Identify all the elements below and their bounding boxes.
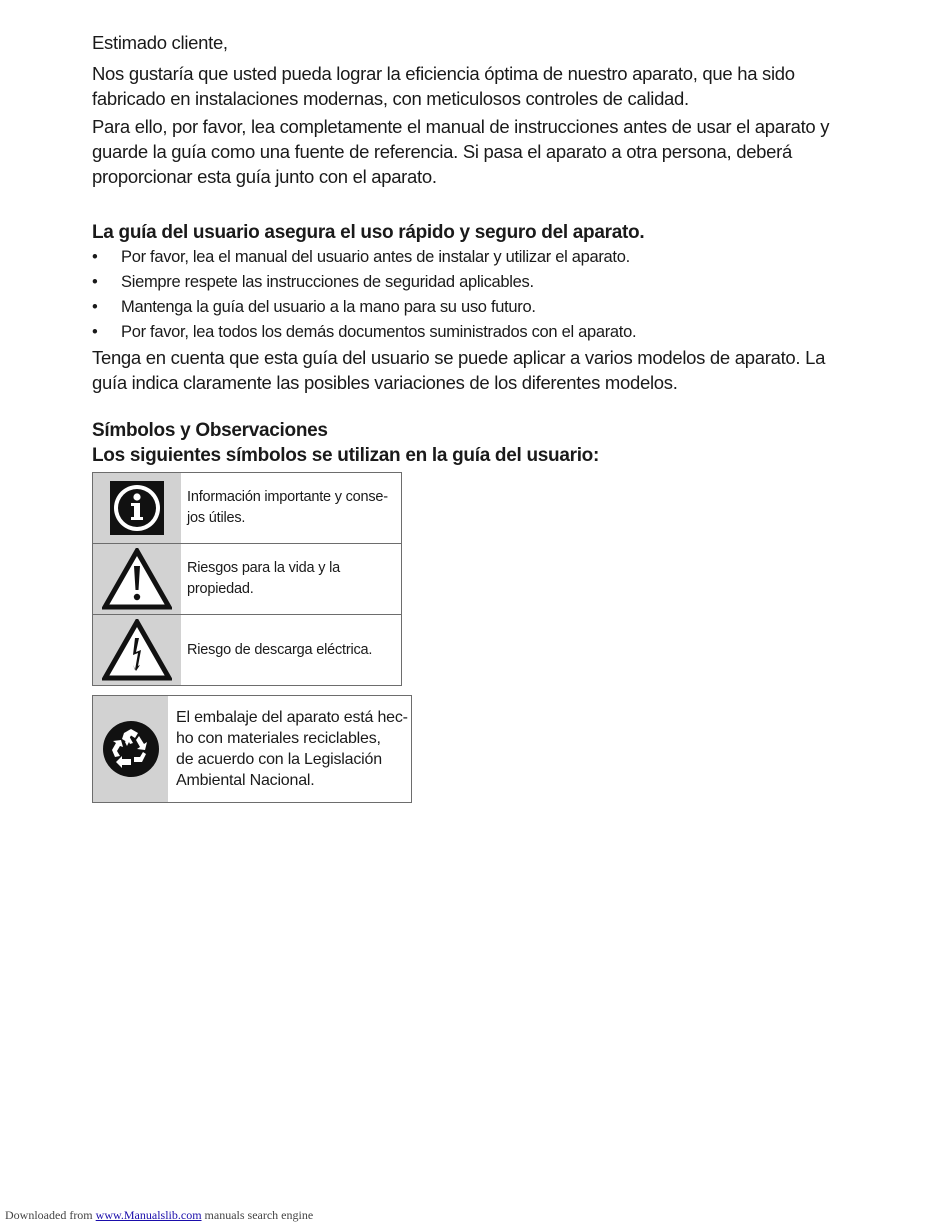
footer [5, 1208, 313, 1223]
bullet-icon: • [92, 298, 98, 316]
symbol-text: Información importante y conse- jos útiles. [187, 489, 388, 526]
greeting: Estimado cliente, [92, 32, 228, 53]
symbols-title: Símbolos y Observaciones [92, 420, 328, 441]
symbol-text: Riesgo de descarga eléctrica. [187, 641, 373, 658]
list-item: • Por favor, lea todos los demás documentos suministrados con el aparato. [92, 320, 862, 345]
page-content [92, 30, 862, 803]
electric-shock-icon [102, 619, 172, 681]
list-item: • Mantenga la guía del usuario a la mano para su uso futuro. [92, 295, 862, 320]
symbols-subtitle: Los siguientes símbolos se utilizan en la guía del usuario: [92, 445, 600, 466]
symbol-row-electric [93, 615, 401, 685]
symbol-row-warning [93, 544, 401, 615]
symbol-row-info [93, 473, 401, 544]
warning-icon [102, 548, 172, 610]
bullet-icon: • [92, 248, 98, 266]
info-icon [110, 481, 164, 535]
symbol-text: Riesgos para la vida y la propiedad. [187, 560, 340, 597]
footer-suffix: manuals search engine [201, 1208, 314, 1222]
bullet-icon: • [92, 323, 98, 341]
guide-bullet-list [92, 245, 862, 345]
intro-paragraph-2: Para ello, por favor, lea completamente el manual de instrucciones antes de usar el aparato y guarde la guía como una fuente de referencia. Si pasa el aparato a otra persona, deberá proporcionar esta guía junto con el aparato. [92, 116, 830, 187]
recycle-text: El embalaje del aparato está hec- ho con materiales reciclables, de acuerdo con la Legislación Ambiental Nacional. [176, 709, 408, 789]
guide-note: Tenga en cuenta que esta guía del usuario se puede aplicar a varios modelos de aparato. La guía indica claramente las posibles variaciones de los diferentes modelos. [92, 347, 826, 393]
list-item: • Por favor, lea el manual del usuario antes de instalar y utilizar el aparato. [92, 245, 862, 270]
footer-prefix: Downloaded from [5, 1208, 96, 1222]
recycle-box [92, 695, 412, 803]
list-item: • Siempre respete las instrucciones de seguridad aplicables. [92, 270, 862, 295]
bullet-icon: • [92, 273, 98, 291]
manualslib-link[interactable]: www.Manualslib.com [95, 1208, 202, 1222]
intro-paragraph-1: Nos gustaría que usted pueda lograr la eficiencia óptima de nuestro aparato, que ha sido fabricado en instalaciones modernas, con meticulosos controles de calidad. [92, 63, 795, 109]
recycle-icon [102, 720, 160, 778]
guide-title: La guía del usuario asegura el uso rápido y seguro del aparato. [92, 222, 645, 243]
symbols-table [92, 472, 402, 686]
